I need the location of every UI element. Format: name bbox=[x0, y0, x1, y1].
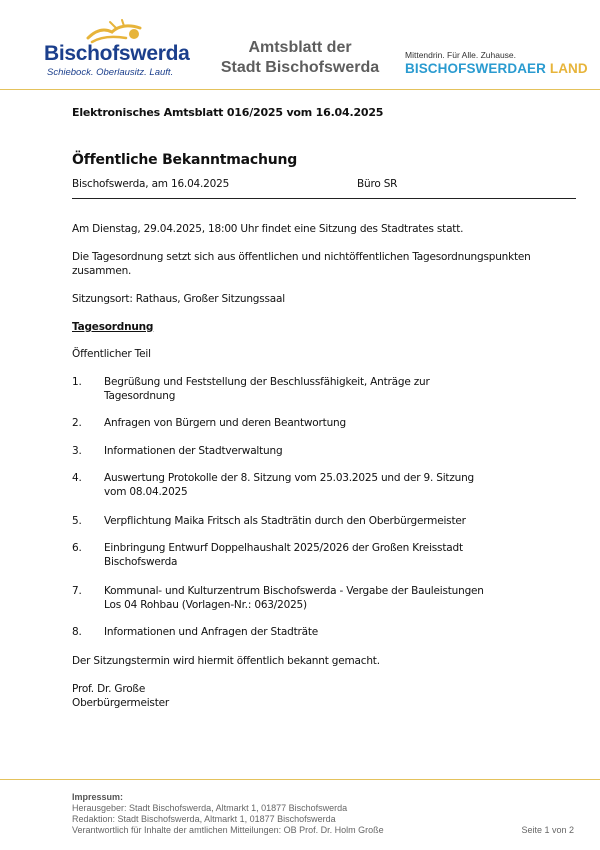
place-date: Bischofswerda, am 16.04.2025 bbox=[72, 178, 230, 190]
signer-name: Prof. Dr. Große bbox=[72, 683, 146, 695]
gazette-title bbox=[210, 38, 390, 78]
agenda-item-text: vom 08.04.2025 bbox=[104, 486, 188, 498]
agenda-item-number: 5. bbox=[72, 515, 82, 527]
venue-text: Sitzungsort: Rathaus, Großer Sitzungssaal bbox=[72, 293, 285, 305]
agenda-item-text: Anfragen von Bürgern und deren Beantwortung bbox=[104, 417, 346, 429]
agenda-item-text: Auswertung Protokolle der 8. Sitzung vom 25.03.2025 und der 9. Sitzung bbox=[104, 472, 475, 484]
agenda-item-text: Kommunal- und Kulturzentrum Bischofswerda - Vergabe der Bauleistungen bbox=[104, 585, 484, 597]
impressum-responsible: Verantwortlich für Inhalte der amtlichen Mitteilungen: OB Prof. Dr. Holm Große bbox=[72, 825, 384, 835]
region-name-part2: LAND bbox=[549, 61, 588, 76]
gazette-title-line1: Amtsblatt der bbox=[248, 39, 352, 56]
region-name bbox=[405, 61, 588, 76]
region-brand bbox=[405, 50, 588, 76]
edition-line: Elektronisches Amtsblatt 016/2025 vom 16.04.2025 bbox=[72, 106, 384, 119]
page-number: Seite 1 von 2 bbox=[521, 825, 574, 835]
impressum-label: Impressum: bbox=[72, 792, 124, 802]
agenda-item-number: 3. bbox=[72, 445, 82, 457]
agenda-item-text: Tagesordnung bbox=[104, 390, 176, 402]
agenda-item-number: 7. bbox=[72, 585, 82, 597]
footer-divider bbox=[0, 779, 600, 780]
public-part-label: Öffentlicher Teil bbox=[72, 348, 151, 360]
impressum-publisher: Herausgeber: Stadt Bischofswerda, Altmarkt 1, 01877 Bischofswerda bbox=[72, 803, 348, 813]
region-slogan: Mittendrin. Für Alle. Zuhause. bbox=[405, 50, 517, 60]
agenda-item-number: 4. bbox=[72, 472, 82, 484]
agenda-item-text: Bischofswerda bbox=[104, 556, 178, 568]
agenda-item-text: Los 04 Rohbau (Vorlagen-Nr.: 063/2025) bbox=[104, 599, 307, 611]
region-name-part1: BISCHOFSWERDAER bbox=[405, 61, 550, 76]
agenda-item-number: 6. bbox=[72, 542, 82, 554]
agenda-item-number: 1. bbox=[72, 376, 82, 388]
office-label: Büro SR bbox=[357, 178, 398, 190]
logo-tagline: Schiebock. Oberlausitz. Lauft. bbox=[47, 67, 174, 78]
page-title: Öffentliche Bekanntmachung bbox=[72, 152, 298, 168]
impressum-editorial: Redaktion: Stadt Bischofswerda, Altmarkt 1, 01877 Bischofswerda bbox=[72, 814, 336, 824]
agenda-item-text: Begrüßung und Feststellung der Beschlussfähigkeit, Anträge zur bbox=[104, 376, 430, 388]
logo-wordmark: Bischofswerda bbox=[44, 42, 190, 65]
city-logo bbox=[44, 18, 190, 82]
title-rule bbox=[72, 198, 576, 199]
agenda-item-text: Informationen der Stadtverwaltung bbox=[104, 445, 283, 457]
agenda-note-line2: zusammen. bbox=[72, 265, 132, 277]
agenda-item-number: 8. bbox=[72, 626, 82, 638]
header-divider bbox=[0, 89, 600, 90]
impressum bbox=[72, 792, 384, 836]
signer-title: Oberbürgermeister bbox=[72, 697, 169, 709]
agenda-item-text: Verpflichtung Maika Fritsch als Stadträtin durch den Oberbürgermeister bbox=[104, 515, 466, 527]
agenda-item-text: Einbringung Entwurf Doppelhaushalt 2025/2026 der Großen Kreisstadt bbox=[104, 542, 463, 554]
closing-text: Der Sitzungstermin wird hiermit öffentlich bekannt gemacht. bbox=[72, 655, 380, 667]
agenda-note-line1: Die Tagesordnung setzt sich aus öffentlichen und nichtöffentlichen Tagesordnungspunkten bbox=[72, 251, 531, 263]
gazette-title-line2: Stadt Bischofswerda bbox=[220, 59, 380, 76]
agenda-item-text: Informationen und Anfragen der Stadträte bbox=[104, 626, 319, 638]
page-header bbox=[0, 0, 600, 90]
agenda-item-number: 2. bbox=[72, 417, 82, 429]
agenda-heading: Tagesordnung bbox=[72, 321, 154, 333]
intro-text: Am Dienstag, 29.04.2025, 18:00 Uhr findet eine Sitzung des Stadtrates statt. bbox=[72, 223, 464, 235]
